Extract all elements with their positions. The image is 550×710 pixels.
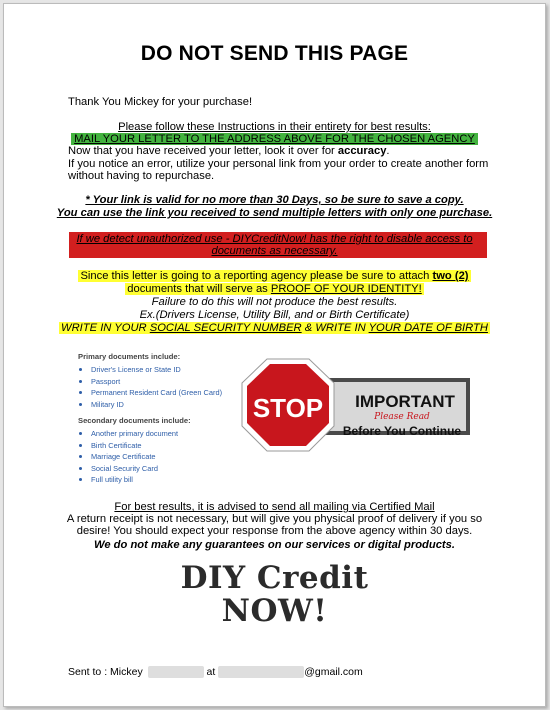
stop-text: STOP: [252, 393, 324, 423]
redacted-name: [148, 666, 204, 678]
at-label: at: [206, 666, 216, 678]
mail-instruction: MAIL YOUR LETTER TO THE ADDRESS ABOVE FOR THE CHOSEN AGENCY: [71, 133, 478, 145]
write-c: & WRITE IN: [304, 322, 366, 334]
certified-mail-text: For best results, it is advised to send all mailing via Certified Mail: [114, 501, 435, 513]
error-line-1: If you notice an error, utilize your personal link from your order to create another form: [68, 158, 489, 170]
important-text: IMPORTANT: [355, 392, 455, 411]
list-item: Full utility bill: [78, 474, 222, 485]
unauthorized-line-1: If we detect unauthorized use - DIYCreditNow! has the right to disable access to: [76, 233, 473, 245]
link-multiple-text: You can use the link you received to send multiple letters with only one purchase.: [56, 207, 493, 219]
proof-text: [4, 283, 545, 296]
attach-pre: Since this letter is going to a reporting agency please be sure to attach: [80, 270, 430, 282]
documents-list: [78, 351, 222, 490]
receipt-line-2: desire! You should expect your response from the above agency within 30 days.: [76, 525, 473, 537]
redacted-email: [218, 666, 304, 678]
accuracy-text: accuracy: [337, 145, 387, 157]
logo-line-2: NOW!: [221, 593, 328, 629]
page-title: DO NOT SEND THIS PAGE: [140, 42, 409, 65]
email-domain: @gmail.com: [304, 666, 363, 678]
secondary-docs-header: Secondary documents include:: [78, 416, 191, 426]
primary-docs-list: [78, 364, 222, 410]
review-text-main: Now that you have received your letter, look it over for: [68, 145, 335, 157]
ssn-text: SOCIAL SECURITY NUMBER: [149, 322, 302, 334]
attach-text: [4, 270, 545, 283]
failure-text: Failure to do this will not produce the best results.: [151, 296, 398, 308]
instruction-page: [3, 3, 546, 707]
thanks-text: Thank You Mickey for your purchase!: [68, 96, 253, 108]
sent-to-line: [68, 666, 363, 679]
two-documents: two (2): [432, 270, 469, 282]
receipt-line-1: A return receipt is not necessary, but will give you physical proof of delivery if you so: [66, 513, 483, 525]
list-item: Social Security Card: [78, 463, 222, 474]
list-item: Marriage Certificate: [78, 451, 222, 462]
list-item: Military ID: [78, 399, 222, 410]
stop-important-sign: [240, 356, 476, 456]
primary-docs-header: Primary documents include:: [78, 352, 181, 361]
list-item: Another primary document: [78, 428, 222, 439]
list-item: Permanent Resident Card (Green Card): [78, 387, 222, 398]
proof-pre: documents that will serve as: [127, 283, 268, 295]
list-item: Driver's License or State ID: [78, 364, 222, 375]
proof-of-identity: PROOF OF YOUR IDENTITY!: [270, 283, 422, 295]
unauthorized-line-2: documents as necessary.: [211, 245, 338, 257]
diy-credit-logo: [4, 562, 545, 628]
write-a: WRITE IN YOUR: [61, 322, 147, 334]
list-item: Birth Certificate: [78, 440, 222, 451]
link-valid-text: * Your link is valid for no more than 30 Days, so be sure to save a copy.: [85, 194, 464, 206]
before-continue-text: Before You Continue: [342, 424, 462, 438]
sent-to-label: Sent to : Mickey: [68, 666, 143, 678]
review-text: [68, 145, 390, 158]
write-in-text: [4, 322, 545, 335]
error-line-2: without having to repurchase.: [68, 170, 215, 182]
examples-text: Ex.(Drivers License, Utility Bill, and or Birth Certificate): [139, 309, 410, 321]
review-end: .: [386, 145, 390, 157]
list-item: Passport: [78, 376, 222, 387]
secondary-docs-list: [78, 428, 222, 485]
instructions-intro: Please follow these Instructions in their entirety for best results:: [118, 121, 431, 133]
dob-text: YOUR DATE OF BIRTH: [368, 322, 488, 334]
please-read-text: Please Read: [374, 412, 430, 422]
logo-line-1: DIY Credit: [180, 560, 369, 596]
disclaimer-text: We do not make any guarantees on our services or digital products.: [94, 539, 455, 551]
